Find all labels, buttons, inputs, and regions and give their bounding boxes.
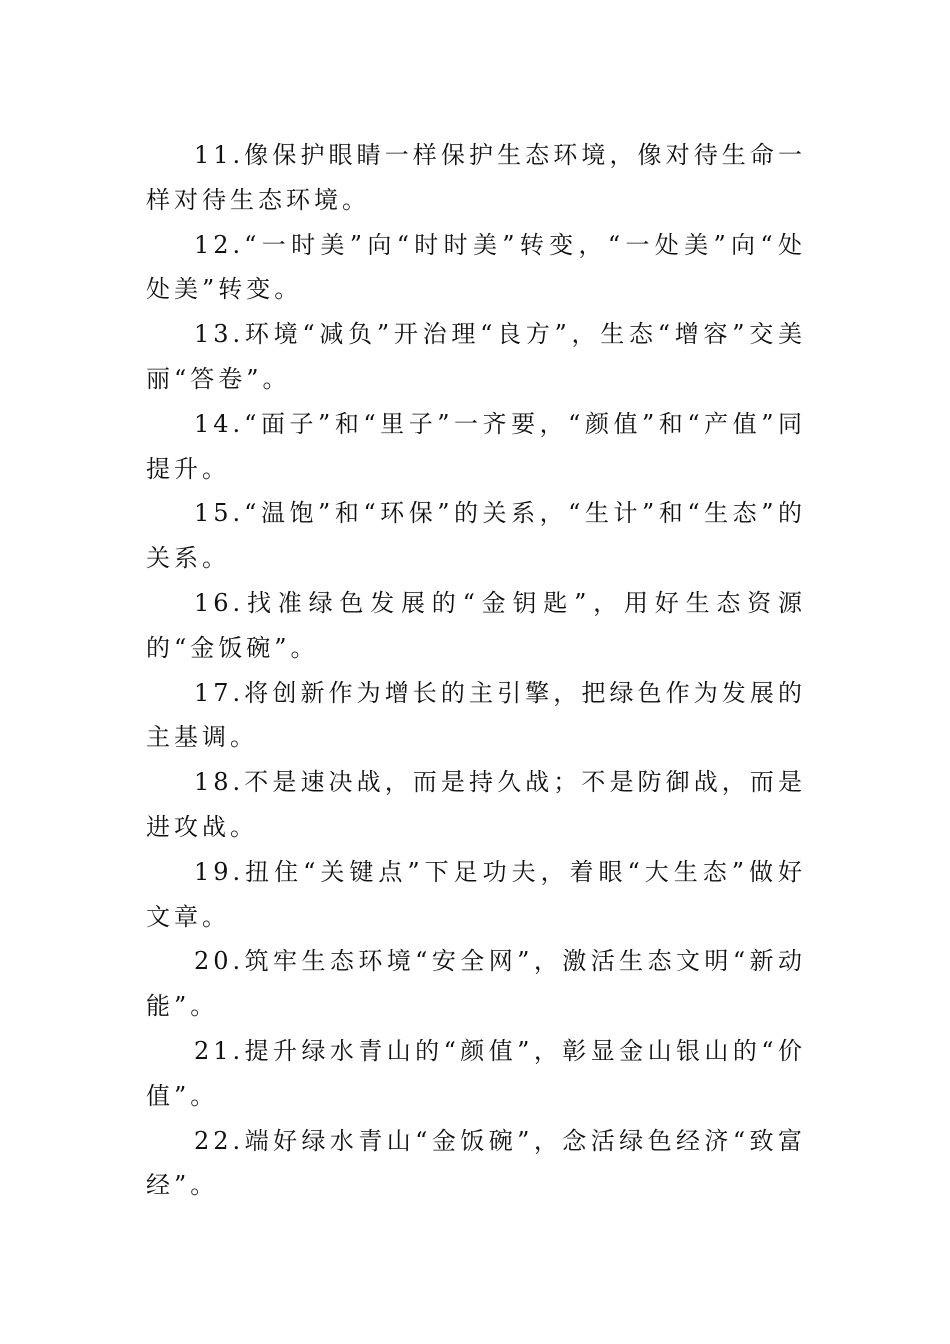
list-item: 16.找准绿色发展的“金钥匙”，用好生态资源的“金饭碗”。 bbox=[146, 588, 806, 662]
list-item: 18.不是速决战，而是持久战；不是防御战，而是进攻战。 bbox=[146, 768, 806, 841]
list-item: 14.“面子”和“里子”一齐要，“颜值”和“产值”同提升。 bbox=[146, 409, 806, 483]
list-item: 11.像保护眼睛一样保护生态环境，像对待生命一样对待生态环境。 bbox=[146, 141, 806, 214]
list-item: 13.环境“减负”开治理“良方”，生态“增容”交美丽“答卷”。 bbox=[146, 320, 806, 393]
list-item: 17.将创新作为增长的主引擎，把绿色作为发展的主基调。 bbox=[146, 678, 806, 752]
list-item: 21.提升绿水青山的“颜值”，彰显金山银山的“价值”。 bbox=[146, 1036, 806, 1110]
list-item: 22.端好绿水青山“金饭碗”，念活绿色经济“致富经”。 bbox=[146, 1126, 806, 1200]
list-item: 15.“温饱”和“环保”的关系，“生计”和“生态”的关系。 bbox=[146, 499, 806, 573]
document-body bbox=[146, 133, 806, 1208]
list-item: 19.扭住“关键点”下足功夫，着眼“大生态”做好文章。 bbox=[146, 857, 806, 931]
list-item: 12.“一时美”向“时时美”转变，“一处美”向“处处美”转变。 bbox=[146, 230, 806, 304]
list-item: 20.筑牢生态环境“安全网”，激活生态文明“新动能”。 bbox=[146, 947, 806, 1021]
